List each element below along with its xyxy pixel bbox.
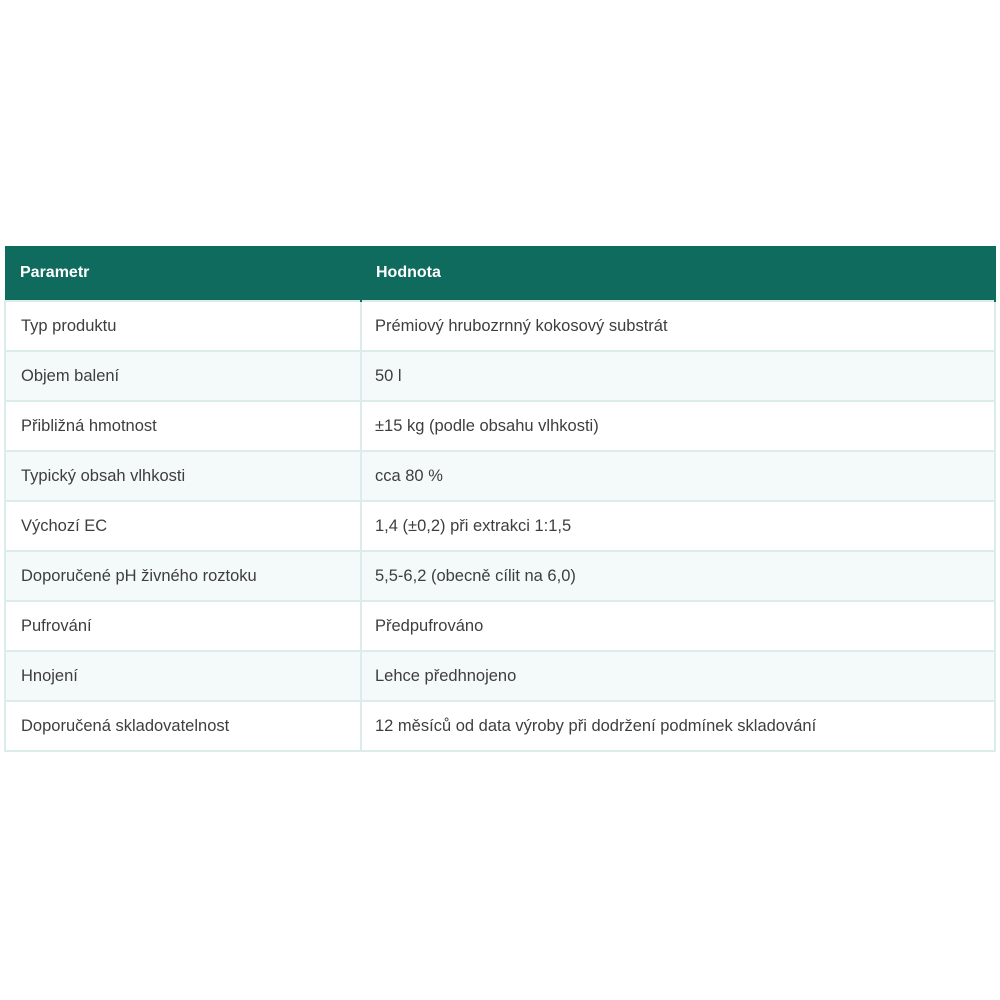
header-parameter: Parametr (5, 246, 361, 301)
cell-parameter: Typ produktu (5, 301, 361, 351)
table-row (5, 701, 995, 751)
table-row (5, 651, 995, 701)
cell-parameter: Výchozí EC (5, 501, 361, 551)
cell-value: Lehce předhnojeno (361, 651, 995, 701)
table-row (5, 301, 995, 351)
table-header-row (5, 246, 995, 301)
cell-value: ±15 kg (podle obsahu vlhkosti) (361, 401, 995, 451)
cell-parameter: Doporučené pH živného roztoku (5, 551, 361, 601)
cell-value: Předpufrováno (361, 601, 995, 651)
cell-value: 1,4 (±0,2) při extrakci 1:1,5 (361, 501, 995, 551)
cell-parameter: Přibližná hmotnost (5, 401, 361, 451)
cell-value: 5,5-6,2 (obecně cílit na 6,0) (361, 551, 995, 601)
table-row (5, 451, 995, 501)
specification-table (4, 246, 996, 752)
table-row (5, 501, 995, 551)
table-row (5, 351, 995, 401)
cell-value: 50 l (361, 351, 995, 401)
cell-value: cca 80 % (361, 451, 995, 501)
cell-parameter: Objem balení (5, 351, 361, 401)
table-row (5, 551, 995, 601)
table-row (5, 601, 995, 651)
cell-parameter: Typický obsah vlhkosti (5, 451, 361, 501)
cell-value: 12 měsíců od data výroby při dodržení podmínek skladování (361, 701, 995, 751)
header-value: Hodnota (361, 246, 995, 301)
cell-parameter: Pufrování (5, 601, 361, 651)
table-row (5, 401, 995, 451)
cell-parameter: Doporučená skladovatelnost (5, 701, 361, 751)
cell-value: Prémiový hrubozrnný kokosový substrát (361, 301, 995, 351)
cell-parameter: Hnojení (5, 651, 361, 701)
